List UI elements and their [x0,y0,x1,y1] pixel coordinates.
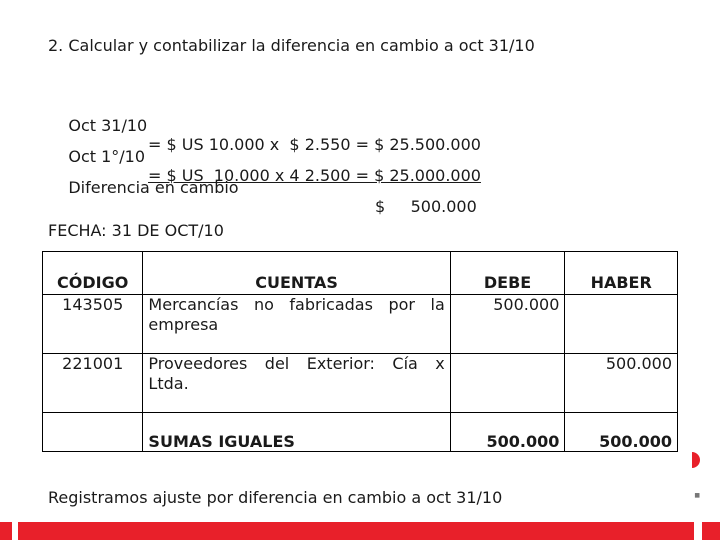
row-code: 221001 [43,354,143,413]
header-credit: HABER [565,252,678,295]
calc-label: Oct 31/10 [68,116,148,135]
journal-entry-table [42,251,678,452]
calc-label: Oct 1°/10 [68,147,146,166]
account-line: Mercancías no fabricadas por la [148,295,445,314]
table-row [43,295,678,354]
totals-code [43,413,143,452]
entry-date: FECHA: 31 DE OCT/10 [48,221,224,240]
row-credit: 500.000 [565,354,678,413]
difference-label: Diferencia en cambio [68,178,239,197]
row-account [143,295,450,354]
row-account [143,354,450,413]
row-code: 143505 [43,295,143,354]
bar-gap [12,522,18,540]
totals-row [43,413,678,452]
bottom-accent-bar [0,522,720,540]
difference-value: $ 500.000 [375,197,477,216]
header-debit: DEBE [450,252,565,295]
account-line: Proveedores del Exterior: Cía x [148,354,445,373]
table-header-row [43,252,678,295]
header-accounts: CUENTAS [143,252,450,295]
totals-debit: 500.000 [450,413,565,452]
calc-expression: = $ US 10.000 x 4 2.500 = $ 25.000.000 [148,166,481,185]
footer-note: Registramos ajuste por diferencia en cambio a oct 31/10 [48,488,503,507]
header-code: CÓDIGO [43,252,143,295]
table-row [43,354,678,413]
exercise-heading: 2. Calcular y contabilizar la diferencia en cambio a oct 31/10 [48,36,535,55]
logo-caption-fragment: ■ [694,492,700,499]
calc-expression: = $ US 10.000 x $ 2.550 = $ 25.500.000 [148,135,481,154]
logo-fragment [692,452,700,468]
totals-label: SUMAS IGUALES [143,413,450,452]
row-debit [450,354,565,413]
row-debit: 500.000 [450,295,565,354]
account-line: empresa [148,315,219,334]
account-line: Ltda. [148,374,189,393]
totals-credit: 500.000 [565,413,678,452]
bar-gap [694,522,702,540]
row-credit [565,295,678,354]
